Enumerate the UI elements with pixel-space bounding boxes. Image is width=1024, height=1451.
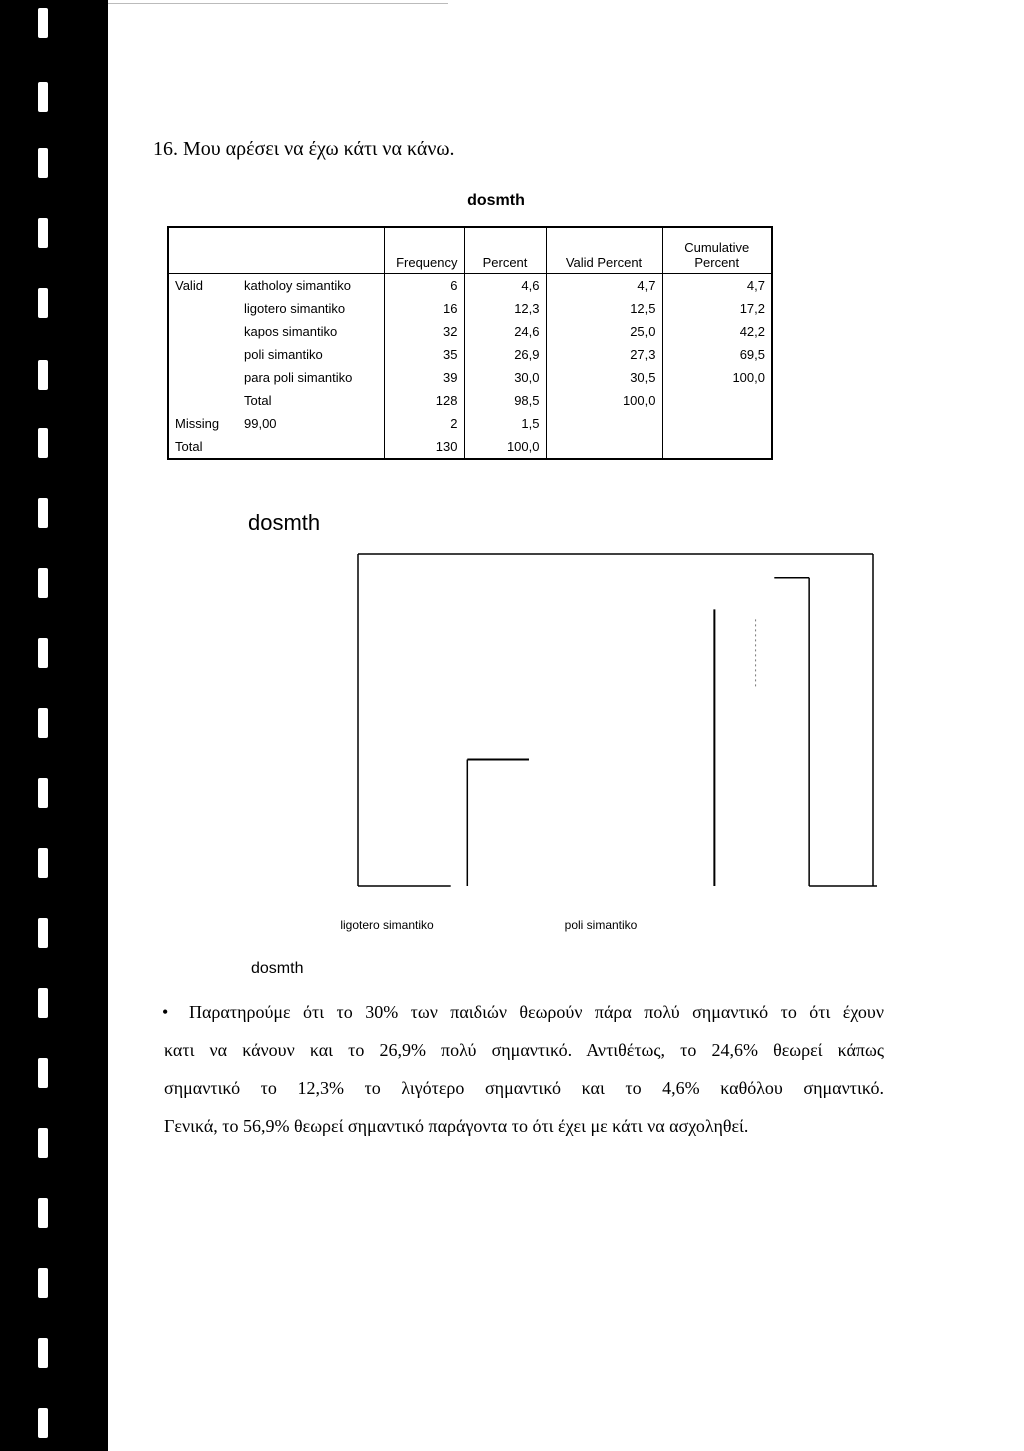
commentary-line: κατι να κάνουν και το 26,9% πολύ σημαντικό. Αντιθέτως, το 24,6% θεωρεί κάπως [164,1040,884,1060]
binding-mark [38,288,48,318]
row-category-label: kapos simantiko [244,324,338,339]
binding-mark [38,1268,48,1298]
binding-mark [38,1058,48,1088]
table-row [168,389,772,412]
cell-valid-percent [546,412,662,435]
binding-mark [38,708,48,738]
binding-mark [38,498,48,528]
table-row [168,412,772,435]
table-title: dosmth [467,192,525,209]
cell-cumulative-percent: 42,2 [662,320,772,343]
row-category-label: 99,00 [244,416,277,431]
col-header-cumulative-line2: Percent [694,255,740,270]
cell-frequency: 2 [384,412,464,435]
cell-cumulative-percent: 17,2 [662,297,772,320]
row-category-label: poli simantiko [244,347,323,362]
cell-valid-percent: 12,5 [546,297,662,320]
cell-percent: 4,6 [464,274,546,298]
cell-cumulative-percent: 4,7 [662,274,772,298]
table-header-blank [168,227,384,274]
cell-percent: 26,9 [464,343,546,366]
cell-valid-percent [546,435,662,459]
cell-cumulative-percent [662,389,772,412]
table-row [168,297,772,320]
cell-frequency: 130 [384,435,464,459]
binding-mark [38,778,48,808]
cell-frequency: 32 [384,320,464,343]
cell-valid-percent: 27,3 [546,343,662,366]
commentary-line: σημαντικό το 12,3% το λιγότερο σημαντικό και το 4,6% καθόλου σημαντικό. [164,1078,884,1098]
x-axis-title: dosmth [251,960,304,977]
row-group-label [168,389,238,412]
cell-cumulative-percent [662,435,772,459]
col-header-valid-percent: Valid Percent [546,227,662,274]
row-category-label [238,435,384,459]
row-group-label: Total [168,435,238,459]
row-category-label: Total [244,393,272,408]
bar-4 [677,609,759,886]
col-header-cumulative-percent [662,227,772,274]
row-group-label: Valid [168,274,238,298]
question-title: 16. Μου αρέσει να έχω κάτι να κάνω. [153,138,455,160]
table-row [168,274,772,298]
cell-percent: 100,0 [464,435,546,459]
cell-percent: 98,5 [464,389,546,412]
binding-mark [38,1198,48,1228]
col-header-cumulative-line1: Cumulative [684,240,750,255]
bar-1 [368,839,450,886]
binding-mark [38,82,48,112]
bar-2 [471,760,553,886]
binding-mark [38,918,48,948]
binding-mark [38,1408,48,1438]
cell-percent: 30,0 [464,366,546,389]
binding-mark [38,8,48,38]
binding-mark [38,988,48,1018]
cell-cumulative-percent: 100,0 [662,366,772,389]
binding-mark [38,218,48,248]
bar-chart [253,548,893,898]
binding-mark [38,360,48,390]
row-group-label: Missing [168,412,238,435]
cell-frequency: 16 [384,297,464,320]
cell-valid-percent: 25,0 [546,320,662,343]
cell-valid-percent: 4,7 [546,274,662,298]
col-header-percent: Percent [464,227,546,274]
row-group-label [168,343,238,366]
cell-frequency: 39 [384,366,464,389]
binding-mark [38,848,48,878]
commentary-line: Γενικά, το 56,9% θεωρεί σημαντικό παράγοντα το ότι έχει με κάτι να ασχοληθεί. [164,1116,749,1136]
binding-mark [38,428,48,458]
commentary-paragraph [164,993,884,1145]
binding-mark [38,1338,48,1368]
bullet-icon: • [162,1002,169,1022]
table-header-row [168,227,772,274]
frequency-table [167,226,773,460]
x-tick-label: ligotero simantiko [340,918,434,932]
cell-cumulative-percent: 69,5 [662,343,772,366]
document-sheet [108,0,1024,1451]
row-category-label: ligotero simantiko [244,301,346,316]
row-group-label [168,320,238,343]
cell-percent: 24,6 [464,320,546,343]
binding-mark [38,568,48,598]
cell-cumulative-percent [662,412,772,435]
table-row [168,320,772,343]
cell-percent: 12,3 [464,297,546,320]
commentary-line: Παρατηρούμε ότι το 30% των παιδιών θεωρούν πάρα πολύ σημαντικό το ότι έχουν [189,1002,884,1022]
row-group-label [168,297,238,320]
table-row [168,343,772,366]
table-row [168,366,772,389]
cell-frequency: 6 [384,274,464,298]
table-row [168,435,772,459]
chart-title: dosmth [248,510,321,535]
binding-mark [38,638,48,668]
binding-mark [38,148,48,178]
cell-valid-percent: 30,5 [546,366,662,389]
bar-3 [574,633,656,886]
row-category-label: para poli simantiko [244,370,353,385]
cell-percent: 1,5 [464,412,546,435]
sheet-edge-line [108,3,448,4]
cell-frequency: 35 [384,343,464,366]
x-tick-label: poli simantiko [564,918,638,932]
row-category-label: katholoy simantiko [238,274,384,298]
bar-5 [780,578,862,886]
col-header-frequency: Frequency [384,227,464,274]
row-group-label [168,366,238,389]
cell-frequency: 128 [384,389,464,412]
binding-mark [38,1128,48,1158]
cell-valid-percent: 100,0 [546,389,662,412]
